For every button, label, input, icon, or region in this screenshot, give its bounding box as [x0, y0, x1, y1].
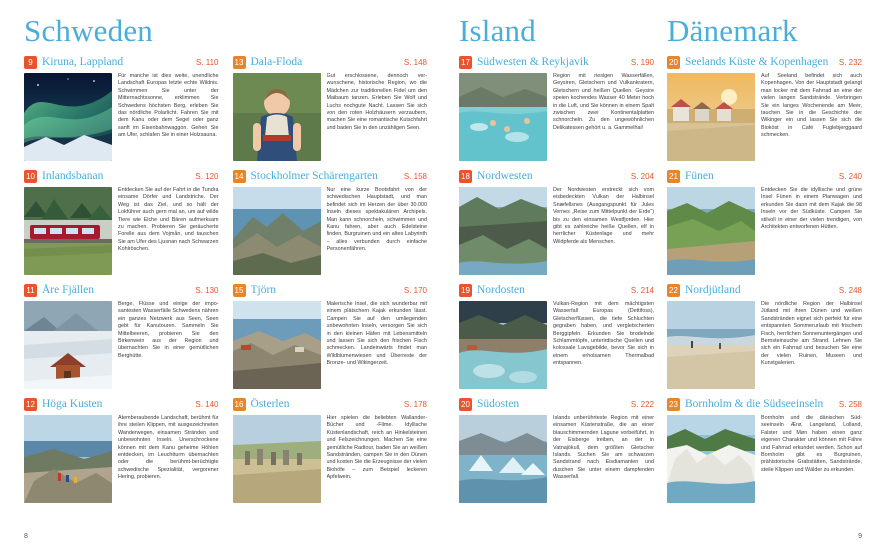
list-item[interactable]	[24, 398, 219, 503]
page-reference[interactable]: S. 222	[630, 400, 654, 409]
thumbnail-iceberg-lagoon	[459, 415, 547, 503]
list-item[interactable]	[233, 398, 428, 503]
entry-description: Entdecken Sie die idyllische und grüne Insel Fünen in einem Planwagen und erkunden Sie dann mit dem Kajak die 98 Inseln vor der Südküste. Campen Sie stilvoll in einer der vielen trendigen, von Architekten entworfenen Hütten.	[761, 187, 862, 231]
entry-header	[459, 284, 654, 297]
entry-body	[459, 301, 654, 389]
entry-header	[233, 398, 428, 411]
entry-header	[459, 398, 654, 411]
thumbnail-beach-huts-sunset	[667, 73, 755, 161]
thumbnail-wide-sandy-beach	[667, 301, 755, 389]
page-right	[443, 0, 886, 547]
page-reference[interactable]: S. 258	[838, 400, 862, 409]
entry-body	[233, 301, 428, 389]
list-item[interactable]	[24, 170, 219, 275]
entry-title[interactable]: Seelands Küste & Kopenhagen	[685, 56, 829, 68]
badge-number: 14	[233, 170, 246, 183]
badge-number: 13	[233, 56, 246, 69]
entry-title[interactable]: Bornholm & die Südseeinseln	[685, 398, 824, 410]
entry-header	[459, 170, 654, 183]
page-reference[interactable]: S. 148	[403, 58, 427, 67]
entry-body	[233, 415, 428, 503]
entry-body	[459, 187, 654, 275]
badge-number: 12	[24, 398, 37, 411]
list-item[interactable]	[233, 170, 428, 275]
entry-description: Entdecken Sie auf der Fahrt in die Tundra einsame Dörfer und Landstriche. Der Weg ist das Ziel, und so hält der Lokführer auch gern mal an, um auf wilde Tiere wie Elche und Bären aufmerksam zu machen. Probieren Sie geräucherte Forelle aus dem Vojmån, und tauschen Sie am Ufer des Ljusnan nach Schwarzen Kohlröschen.	[118, 187, 219, 253]
list-item[interactable]	[24, 284, 219, 389]
list-item[interactable]	[667, 170, 862, 275]
list-item[interactable]	[667, 398, 862, 503]
entry-description: Berge, Flüsse und einige der imposantesten Wasserfälle Schwedens nähren ein ganzes Netzwerk aus Seen, Seen gebt für Kanutouren. Sammeln Sie Mittelbeeren, probieren Sie den Birkenwein aus der Region und übernachten Sie in einer gemütlichen Berghütte.	[118, 301, 219, 359]
entry-title[interactable]: Österlen	[250, 398, 290, 410]
entry-header	[667, 56, 862, 69]
page-reference[interactable]: S. 248	[838, 286, 862, 295]
thumbnail-hikers-coast-rock	[24, 415, 112, 503]
entry-body	[459, 415, 654, 503]
thumbnail-hot-spring-bathers	[459, 73, 547, 161]
country-title-daenemark: Dänemark	[667, 13, 798, 48]
page-reference[interactable]: S. 110	[195, 58, 219, 67]
entry-body	[24, 73, 219, 161]
badge-number: 22	[667, 284, 680, 297]
entry-header	[24, 398, 219, 411]
entry-body	[667, 187, 862, 275]
entry-header	[667, 284, 862, 297]
column-1	[24, 56, 219, 512]
entry-body	[667, 415, 862, 503]
entry-header	[667, 398, 862, 411]
page-reference[interactable]: S. 240	[838, 172, 862, 181]
entry-description: Bornholm und die dänischen Südseeinseln Ærø, Langeland, Lolland, Falster und Møn haben einen ganz eigenen Charakter und können mit Fähre und Fahrrad erkundet werden. Schon auf Bornholm gibt es Burgruinen, prähistorische Grabstätten, Sandstrände, steile Klippen und Wälder zu erkunden.	[761, 415, 862, 473]
entry-title[interactable]: Südosten	[477, 398, 520, 410]
entry-description: Region mit riesigen Wasserfällen, Geysiren, Gletschern und Vulkankratern, Gletschern und heißen Quellen. Geysire speien kochendes Wasser 40 Meter hoch in die Luft, und Sie können in einem Spalt zwischen zwei Kontinentalplatten schnorcheln. Zu den ungewöhnlichen Delikatessen gehört u. a. Gammelhai!	[553, 73, 654, 131]
country-title-schweden: Schweden	[24, 13, 154, 48]
columns-right	[459, 14, 862, 512]
entry-header	[233, 284, 428, 297]
thumbnail-rocky-island-shore	[233, 301, 321, 389]
list-item[interactable]	[24, 56, 219, 161]
entry-header	[24, 284, 219, 297]
badge-number: 10	[24, 170, 37, 183]
entry-header	[667, 170, 862, 183]
list-item[interactable]	[667, 284, 862, 389]
entry-body	[459, 73, 654, 161]
entry-header	[233, 170, 428, 183]
folio-left: 8	[24, 533, 28, 540]
thumbnail-geothermal-pool-steam	[459, 301, 547, 389]
entry-title[interactable]: Fünen	[685, 170, 714, 182]
entry-description: Der Nordwesten erstreckt sich vom eisbedeckten Vulkan der Halbinsel Snæfellsnes (Ausgangspunkt für Jules Vernes „Reise zum Mittelpunkt der Erde“) bis zu den einsamen Westfjorden. Hier gibt es zahlreiche heiße Quellen, elf in herrlicher Küstenlage und mehr Wildpferde als Menschen.	[553, 187, 654, 245]
badge-number: 9	[24, 56, 37, 69]
entry-title[interactable]: Höga Kusten	[42, 398, 103, 410]
entry-body	[233, 187, 428, 275]
badge-number: 20	[459, 398, 472, 411]
thumbnail-basalt-cliffs-coast	[459, 187, 547, 275]
badge-number: 19	[459, 284, 472, 297]
entry-description: Gut erschlossene, dennoch verwunschene, historische Region, wo die Mädchen zur traditionellen Fidel um den Maibaum tanzen. Erleben Sie Wolf und Luchs nochgute Nacht. Lassen Sie sich von den roten Holzhäusern verzaubern, machen Sie eine romantische Kutschfahrt und baden Sie in den unzähligen Seen.	[326, 73, 427, 131]
page-reference[interactable]: S. 214	[630, 286, 654, 295]
entry-title[interactable]: Stockholmer Schärengarten	[250, 170, 378, 182]
entry-title[interactable]: Inlandsbanan	[42, 170, 104, 182]
list-item[interactable]	[233, 56, 428, 161]
page-reference[interactable]: S. 232	[838, 58, 862, 67]
entry-description: Für manche ist dies weite, unendliche Landschaft Europas letzte echte Wildnis. Schwimmen Sie unter der Mitternachtssonne, erklimmen Sie Schwedens höchsten Berg, erleben Sie das nördliche Polarlicht. Fahren Sie mit dem Kanu oder dem Segel oder ganz sanft im Eisenbahnwaggon. Gehen Sie am Ufer, schlafen Sie in einer Holzsauna.	[118, 73, 219, 139]
entry-header	[24, 56, 219, 69]
list-item[interactable]	[459, 284, 654, 389]
page-reference[interactable]: S. 190	[630, 58, 654, 67]
badge-number: 16	[233, 398, 246, 411]
badge-number: 21	[667, 170, 680, 183]
entry-title[interactable]: Nordwesten	[477, 170, 533, 182]
thumbnail-standing-stones-field	[233, 415, 321, 503]
column-2	[233, 56, 428, 512]
entry-body	[24, 301, 219, 389]
entry-title[interactable]: Nordjütland	[685, 284, 741, 296]
folio-right: 9	[858, 533, 862, 540]
page-reference[interactable]: S. 140	[195, 400, 219, 409]
column-daenemark	[667, 14, 862, 512]
entry-description: Islands unberührteste Region mit einer einsamen Küstenstraße, die an einer blauschimmernden Lagune vorbeiführt, in der Eisberge treiben, an der in Vatnajökull, dem größten Gletscher Islands. Suchen Sie am schwarzen Sandstrand nach Eisdiamanten und duschen Sie unter einem dampfenden Wasserfall.	[553, 415, 654, 481]
page-reference[interactable]: S. 158	[403, 172, 427, 181]
thumbnail-coastal-cliff-green	[667, 187, 755, 275]
list-item[interactable]	[459, 56, 654, 161]
page-reference[interactable]: S. 170	[403, 286, 427, 295]
entry-title[interactable]: Südwesten & Reykjavik	[477, 56, 589, 68]
thumbnail-white-chalk-cliffs	[667, 415, 755, 503]
thumbnail-aurora-over-snow	[24, 73, 112, 161]
entry-title[interactable]: Nordosten	[477, 284, 525, 296]
entry-header	[459, 56, 654, 69]
entry-body	[24, 187, 219, 275]
entry-body	[24, 415, 219, 503]
entry-header	[233, 56, 428, 69]
badge-number: 11	[24, 284, 37, 297]
entry-description: Malerische Insel, die sich wunderbar mit einem plätschern Kajak erkunden lässt. Campen Sie auf den umliegenden unbewohnten Inseln, versorgen Sie sich in den kleinen Häfen mit Lebensmitteln und lassen Sie sich den frischen Fisch schmecken. Landeinwärts findet man Wildblumenwiesen und Überreste der Bronze- und Wikingerzeit.	[326, 301, 427, 367]
list-item[interactable]	[233, 284, 428, 389]
entry-description: Atemberaubende Landschaft, berühmt für ihre steilen Klippen, mit ausgezeichneten Wanderwegen, einsamen Stränden und unbewohnten Inseln. Unerschrockene können mit dem Kanu geheime Höhlen entdecken, im Leuchtturm übernachten oder die berühmt-berüchtigte schwedische Spezialität, vergorener Hering, probieren.	[118, 415, 219, 481]
page-reference[interactable]: S. 130	[195, 286, 219, 295]
entry-description: Vulkan-Region mit dem mächtigsten Wasserfall Europas (Dettifoss), Gletscherflüssen, die tiefe Schluchten gegraben haben, und vergletscherten Berggipfeln. Erkunden Sie brodelnde Schlammtöpfe, unterirdische Quellen und kolossale Lavagebilde, bevor Sie sich in einem erholsamen Thermalbad entspannen.	[553, 301, 654, 367]
thumbnail-train-in-forest	[24, 187, 112, 275]
page-reference[interactable]: S. 204	[630, 172, 654, 181]
entry-body	[667, 301, 862, 389]
page-reference[interactable]: S. 120	[195, 172, 219, 181]
badge-number: 23	[667, 398, 680, 411]
entry-description: Nur eine kurze Bootsfahrt von der schwedischen Hauptstadt, und man befindet sich im Herzen der über 30.000 Inseln dieses spektakulären Archipels. Man kann schnorcheln, schwimmen und Kanu fahren, aber auch Edelsteine finden, Burgruinen und ein altes Labyrinth – alles verbunden durch einfache Personenfähren.	[326, 187, 427, 253]
badge-number: 20	[667, 56, 680, 69]
page-reference[interactable]: S. 178	[403, 400, 427, 409]
entry-description: Hier spielen die beliebten Wallander-Bücher und -Filme. Idyllische Küstenlandschaft, reich an Hinkelsteinen und Felszeichnungen. Machen Sie eine gemütliche Radtour, baden Sie an weißen Sandstränden, campen Sie in den Dünen und kosten Sie die Erzeugnisse der vielen Biohöfe – zum Beispiel leckeren Apfelwein.	[326, 415, 427, 481]
list-item[interactable]	[667, 56, 862, 161]
entry-description: Auf Seeland befindet sich auch Kopenhagen. Von der Hauptstadt gelangt man locker mit dem Fahrrad an eine der vielen langen Sandstrände. Verbringen Sie ein langes Wochenende am Meer, tauchen Sie in die Geschichte der Wikinger ein und lassen Sie sich die Bioköst in Café Fuglebjerggaard schmecken.	[761, 73, 862, 139]
thumbnail-girl-folk-costume	[233, 73, 321, 161]
entry-title[interactable]: Kiruna, Lappland	[42, 56, 124, 68]
thumbnail-archipelago-cliff-sea	[233, 187, 321, 275]
entry-body	[233, 73, 428, 161]
column-island	[459, 14, 654, 512]
thumbnail-mountain-hut-snow	[24, 301, 112, 389]
entry-description: Die nördliche Region der Halbinsel Jütland mit ihren Dünen und weißen Sandstränden eignet sich perfekt für eine entspannten Sommerurlaub mit frischem Fisch, herrlichen Sonnenuntergängen und Bernsteinsuche am Strand. Lehnen Sie sich ein Fahrrad und besuchen Sie eine der vielen Ruinen, Museen und Kunstgalerien.	[761, 301, 862, 367]
entry-title[interactable]: Dala-Floda	[250, 56, 303, 68]
list-item[interactable]	[459, 398, 654, 503]
country-title-island: Island	[459, 13, 536, 48]
badge-number: 18	[459, 170, 472, 183]
entry-title[interactable]: Åre Fjällen	[42, 284, 95, 296]
columns-schweden	[24, 56, 427, 512]
entry-body	[667, 73, 862, 161]
badge-number: 15	[233, 284, 246, 297]
list-item[interactable]	[459, 170, 654, 275]
entry-header	[24, 170, 219, 183]
entry-title[interactable]: Tjörn	[250, 284, 277, 296]
badge-number: 17	[459, 56, 472, 69]
